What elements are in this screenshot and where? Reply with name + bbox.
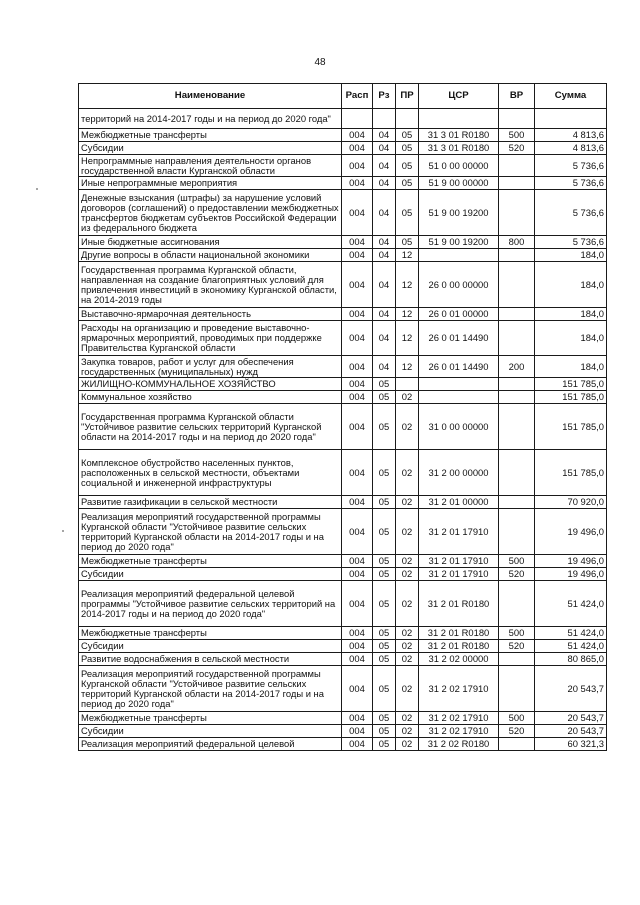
row-rasp: 004: [342, 653, 373, 666]
row-vr: [499, 496, 535, 509]
row-pr: 12: [396, 262, 419, 308]
row-rz: 04: [373, 142, 396, 155]
row-name: Иные непрограммные мероприятия: [79, 177, 342, 190]
row-sum: 19 496,0: [535, 568, 607, 581]
row-name: Межбюджетные трансферты: [79, 627, 342, 640]
row-vr: 520: [499, 142, 535, 155]
header-vr: ВР: [499, 84, 535, 109]
row-pr: 05: [396, 236, 419, 249]
row-rz: 04: [373, 356, 396, 378]
table-row: [79, 109, 607, 129]
row-csr: 31 2 01 17910: [419, 555, 499, 568]
row-rasp: 004: [342, 581, 373, 627]
row-rz: 04: [373, 308, 396, 321]
header-rz: Рз: [373, 84, 396, 109]
row-rz: 05: [373, 404, 396, 450]
row-csr: 31 0 00 00000: [419, 404, 499, 450]
row-name: Межбюджетные трансферты: [79, 712, 342, 725]
row-rasp: 004: [342, 236, 373, 249]
row-csr: 31 2 02 00000: [419, 653, 499, 666]
table-row: [79, 404, 607, 450]
row-name: Реализация мероприятий федеральной целевой программы "Устойчивое развитие сельских территорий на 2014-2017 годы и на период до 2020 года": [79, 581, 342, 627]
row-rasp: 004: [342, 496, 373, 509]
table-row: [79, 666, 607, 712]
row-rasp: 004: [342, 404, 373, 450]
row-sum: 20 543,7: [535, 712, 607, 725]
row-rasp: 004: [342, 321, 373, 356]
row-csr: 31 2 01 R0180: [419, 627, 499, 640]
row-rasp: 004: [342, 249, 373, 262]
row-pr: 05: [396, 142, 419, 155]
row-name: Иные бюджетные ассигнования: [79, 236, 342, 249]
table-row: [79, 262, 607, 308]
row-rz: 05: [373, 627, 396, 640]
row-name: Комплексное обустройство населенных пунктов, расположенных в сельской местности, объектами социальной и инженерной инфраструктуры: [79, 450, 342, 496]
row-csr: 51 9 00 19200: [419, 236, 499, 249]
row-csr: 26 0 01 14490: [419, 321, 499, 356]
row-rasp: 004: [342, 190, 373, 236]
row-rz: 04: [373, 177, 396, 190]
row-rasp: 004: [342, 391, 373, 404]
row-name: Государственная программа Курганской области, направленная на создание благоприятных условий для привлечения инвестиций в экономику Курганской области, на 2014-2019 годы: [79, 262, 342, 308]
row-rz: 05: [373, 568, 396, 581]
row-sum: 80 865,0: [535, 653, 607, 666]
row-vr: [499, 308, 535, 321]
row-sum: 184,0: [535, 321, 607, 356]
row-vr: [499, 404, 535, 450]
row-sum: 20 543,7: [535, 666, 607, 712]
row-csr: [419, 109, 499, 129]
row-vr: [499, 653, 535, 666]
row-rasp: 004: [342, 738, 373, 751]
row-vr: 500: [499, 555, 535, 568]
row-pr: 02: [396, 568, 419, 581]
row-rasp: 004: [342, 177, 373, 190]
row-vr: [499, 109, 535, 129]
row-rz: 05: [373, 725, 396, 738]
row-name: Развитие газификации в сельской местности: [79, 496, 342, 509]
row-name: Развитие водоснабжения в сельской местности: [79, 653, 342, 666]
row-rz: 04: [373, 321, 396, 356]
row-rz: 04: [373, 155, 396, 177]
row-csr: 31 3 01 R0180: [419, 142, 499, 155]
row-rz: 05: [373, 555, 396, 568]
row-rz: 04: [373, 190, 396, 236]
table-row: [79, 321, 607, 356]
row-vr: [499, 249, 535, 262]
row-csr: 51 9 00 00000: [419, 177, 499, 190]
table-row: [79, 190, 607, 236]
row-sum: 70 920,0: [535, 496, 607, 509]
row-sum: 151 785,0: [535, 404, 607, 450]
row-rz: [373, 109, 396, 129]
row-rasp: 004: [342, 129, 373, 142]
row-csr: [419, 391, 499, 404]
row-csr: 31 2 02 R0180: [419, 738, 499, 751]
row-name: Межбюджетные трансферты: [79, 555, 342, 568]
row-vr: [499, 450, 535, 496]
row-pr: 12: [396, 356, 419, 378]
row-rz: 04: [373, 249, 396, 262]
row-name: Государственная программа Курганской области "Устойчивое развитие сельских территорий Курганской области на 2014-2017 годы и на период до 2020 года": [79, 404, 342, 450]
header-sum: Сумма: [535, 84, 607, 109]
row-vr: [499, 581, 535, 627]
row-pr: 02: [396, 738, 419, 751]
row-sum: 51 424,0: [535, 640, 607, 653]
row-pr: 02: [396, 496, 419, 509]
row-rz: 05: [373, 450, 396, 496]
row-vr: [499, 738, 535, 751]
row-csr: 31 2 02 17910: [419, 725, 499, 738]
row-rasp: 004: [342, 725, 373, 738]
row-sum: 51 424,0: [535, 581, 607, 627]
row-pr: 05: [396, 177, 419, 190]
row-rz: 05: [373, 581, 396, 627]
row-name: Выставочно-ярмарочная деятельность: [79, 308, 342, 321]
row-rasp: 004: [342, 450, 373, 496]
row-rz: 05: [373, 640, 396, 653]
row-sum: 184,0: [535, 249, 607, 262]
row-vr: [499, 391, 535, 404]
header-csr: ЦСР: [419, 84, 499, 109]
row-sum: 184,0: [535, 356, 607, 378]
row-name: Субсидии: [79, 640, 342, 653]
scan-speck: [36, 188, 38, 190]
row-csr: 31 2 01 R0180: [419, 640, 499, 653]
row-rasp: 004: [342, 378, 373, 391]
row-name: Реализация мероприятий государственной программы Курганской области "Устойчивое развитие сельских территорий Курганской области на 2014-2017 годы и на период до 2020 года": [79, 509, 342, 555]
page-number: 48: [314, 57, 326, 68]
row-name: территорий на 2014-2017 годы и на период до 2020 года": [79, 109, 342, 129]
row-rasp: 004: [342, 262, 373, 308]
row-pr: 02: [396, 712, 419, 725]
row-rasp: 004: [342, 666, 373, 712]
row-pr: 12: [396, 249, 419, 262]
table-row: [79, 725, 607, 738]
table-row: [79, 509, 607, 555]
row-vr: 520: [499, 568, 535, 581]
row-name: Реализация мероприятий федеральной целевой: [79, 738, 342, 751]
row-vr: [499, 190, 535, 236]
row-rz: 05: [373, 378, 396, 391]
row-pr: 02: [396, 391, 419, 404]
row-name: Субсидии: [79, 568, 342, 581]
row-name: Межбюджетные трансферты: [79, 129, 342, 142]
row-name: Закупка товаров, работ и услуг для обеспечения государственных (муниципальных) нужд: [79, 356, 342, 378]
row-sum: 5 736,6: [535, 155, 607, 177]
table-row: [79, 712, 607, 725]
row-rz: 04: [373, 262, 396, 308]
row-sum: 184,0: [535, 308, 607, 321]
scan-speck: [62, 530, 64, 532]
table-row: [79, 129, 607, 142]
row-rz: 05: [373, 391, 396, 404]
row-csr: 31 3 01 R0180: [419, 129, 499, 142]
row-vr: 500: [499, 627, 535, 640]
row-pr: 02: [396, 581, 419, 627]
row-rz: 05: [373, 653, 396, 666]
row-sum: 5 736,6: [535, 190, 607, 236]
row-rz: 05: [373, 509, 396, 555]
row-name: Реализация мероприятий государственной программы Курганской области "Устойчивое развитие сельских территорий Курганской области на 2014-2017 годы и на период до 2020 года": [79, 666, 342, 712]
row-rz: 04: [373, 236, 396, 249]
row-csr: 26 0 00 00000: [419, 262, 499, 308]
row-vr: 500: [499, 129, 535, 142]
row-vr: 800: [499, 236, 535, 249]
row-name: Другие вопросы в области национальной экономики: [79, 249, 342, 262]
row-sum: 151 785,0: [535, 391, 607, 404]
row-vr: [499, 321, 535, 356]
row-csr: 26 0 01 00000: [419, 308, 499, 321]
row-csr: [419, 378, 499, 391]
row-name: ЖИЛИЩНО-КОММУНАЛЬНОЕ ХОЗЯЙСТВО: [79, 378, 342, 391]
row-vr: [499, 509, 535, 555]
row-rasp: 004: [342, 142, 373, 155]
row-pr: 02: [396, 666, 419, 712]
table-row: [79, 496, 607, 509]
budget-table: [78, 83, 607, 751]
row-csr: 26 0 01 14490: [419, 356, 499, 378]
row-csr: 31 2 01 17910: [419, 568, 499, 581]
row-vr: 520: [499, 725, 535, 738]
row-vr: 200: [499, 356, 535, 378]
table-row: [79, 627, 607, 640]
row-name: Субсидии: [79, 725, 342, 738]
row-rasp: 004: [342, 356, 373, 378]
row-csr: 31 2 01 17910: [419, 509, 499, 555]
header-rasp: Расп: [342, 84, 373, 109]
row-sum: 151 785,0: [535, 450, 607, 496]
row-pr: 02: [396, 509, 419, 555]
table-row: [79, 249, 607, 262]
row-vr: [499, 262, 535, 308]
row-csr: 31 2 01 R0180: [419, 581, 499, 627]
row-vr: 520: [499, 640, 535, 653]
row-pr: 02: [396, 640, 419, 653]
row-rasp: 004: [342, 155, 373, 177]
row-pr: 02: [396, 404, 419, 450]
table-row: [79, 568, 607, 581]
table-row: [79, 581, 607, 627]
row-csr: 31 2 00 00000: [419, 450, 499, 496]
row-pr: 02: [396, 450, 419, 496]
table-header-row: [79, 84, 607, 109]
row-pr: 05: [396, 155, 419, 177]
row-sum: 4 813,6: [535, 129, 607, 142]
row-pr: 12: [396, 308, 419, 321]
row-vr: [499, 177, 535, 190]
row-rasp: 004: [342, 509, 373, 555]
row-pr: 02: [396, 653, 419, 666]
row-sum: 5 736,6: [535, 236, 607, 249]
row-pr: [396, 109, 419, 129]
row-sum: 19 496,0: [535, 509, 607, 555]
row-sum: 20 543,7: [535, 725, 607, 738]
row-pr: 12: [396, 321, 419, 356]
row-vr: [499, 155, 535, 177]
row-pr: 02: [396, 555, 419, 568]
table-row: [79, 142, 607, 155]
row-sum: 51 424,0: [535, 627, 607, 640]
row-csr: 51 0 00 00000: [419, 155, 499, 177]
row-csr: [419, 249, 499, 262]
row-rasp: 004: [342, 568, 373, 581]
table-row: [79, 450, 607, 496]
row-vr: [499, 666, 535, 712]
table-row: [79, 391, 607, 404]
row-vr: 500: [499, 712, 535, 725]
row-csr: 31 2 02 17910: [419, 666, 499, 712]
table-row: [79, 177, 607, 190]
row-rz: 05: [373, 712, 396, 725]
row-name: Непрограммные направления деятельности органов государственной власти Курганской области: [79, 155, 342, 177]
row-sum: 4 813,6: [535, 142, 607, 155]
row-sum: 60 321,3: [535, 738, 607, 751]
row-name: Расходы на организацию и проведение выставочно-ярмарочных мероприятий, проводимых при поддержке Правительства Курганской области: [79, 321, 342, 356]
row-pr: 05: [396, 190, 419, 236]
row-sum: 151 785,0: [535, 378, 607, 391]
table-row: [79, 555, 607, 568]
row-csr: 51 9 00 19200: [419, 190, 499, 236]
row-name: Коммунальное хозяйство: [79, 391, 342, 404]
row-rz: 05: [373, 496, 396, 509]
table-row: [79, 356, 607, 378]
row-sum: 19 496,0: [535, 555, 607, 568]
table-row: [79, 308, 607, 321]
table-row: [79, 640, 607, 653]
row-vr: [499, 378, 535, 391]
row-csr: 31 2 01 00000: [419, 496, 499, 509]
row-csr: 31 2 02 17910: [419, 712, 499, 725]
row-rasp: 004: [342, 555, 373, 568]
row-rz: 05: [373, 738, 396, 751]
header-pr: ПР: [396, 84, 419, 109]
header-name: Наименование: [79, 84, 342, 109]
row-pr: [396, 378, 419, 391]
row-pr: 02: [396, 725, 419, 738]
row-rz: 04: [373, 129, 396, 142]
row-name: Субсидии: [79, 142, 342, 155]
row-pr: 05: [396, 129, 419, 142]
row-rz: 05: [373, 666, 396, 712]
row-rasp: [342, 109, 373, 129]
row-pr: 02: [396, 627, 419, 640]
table-row: [79, 236, 607, 249]
table-row: [79, 653, 607, 666]
row-name: Денежные взыскания (штрафы) за нарушение условий договоров (соглашений) о предоставлении межбюджетных трансфертов бюджетам субъектов Российской Федерации из федерального бюджета: [79, 190, 342, 236]
row-sum: 184,0: [535, 262, 607, 308]
table-row: [79, 378, 607, 391]
row-rasp: 004: [342, 627, 373, 640]
row-sum: [535, 109, 607, 129]
table-row: [79, 738, 607, 751]
row-rasp: 004: [342, 640, 373, 653]
table-row: [79, 155, 607, 177]
row-sum: 5 736,6: [535, 177, 607, 190]
row-rasp: 004: [342, 308, 373, 321]
row-rasp: 004: [342, 712, 373, 725]
